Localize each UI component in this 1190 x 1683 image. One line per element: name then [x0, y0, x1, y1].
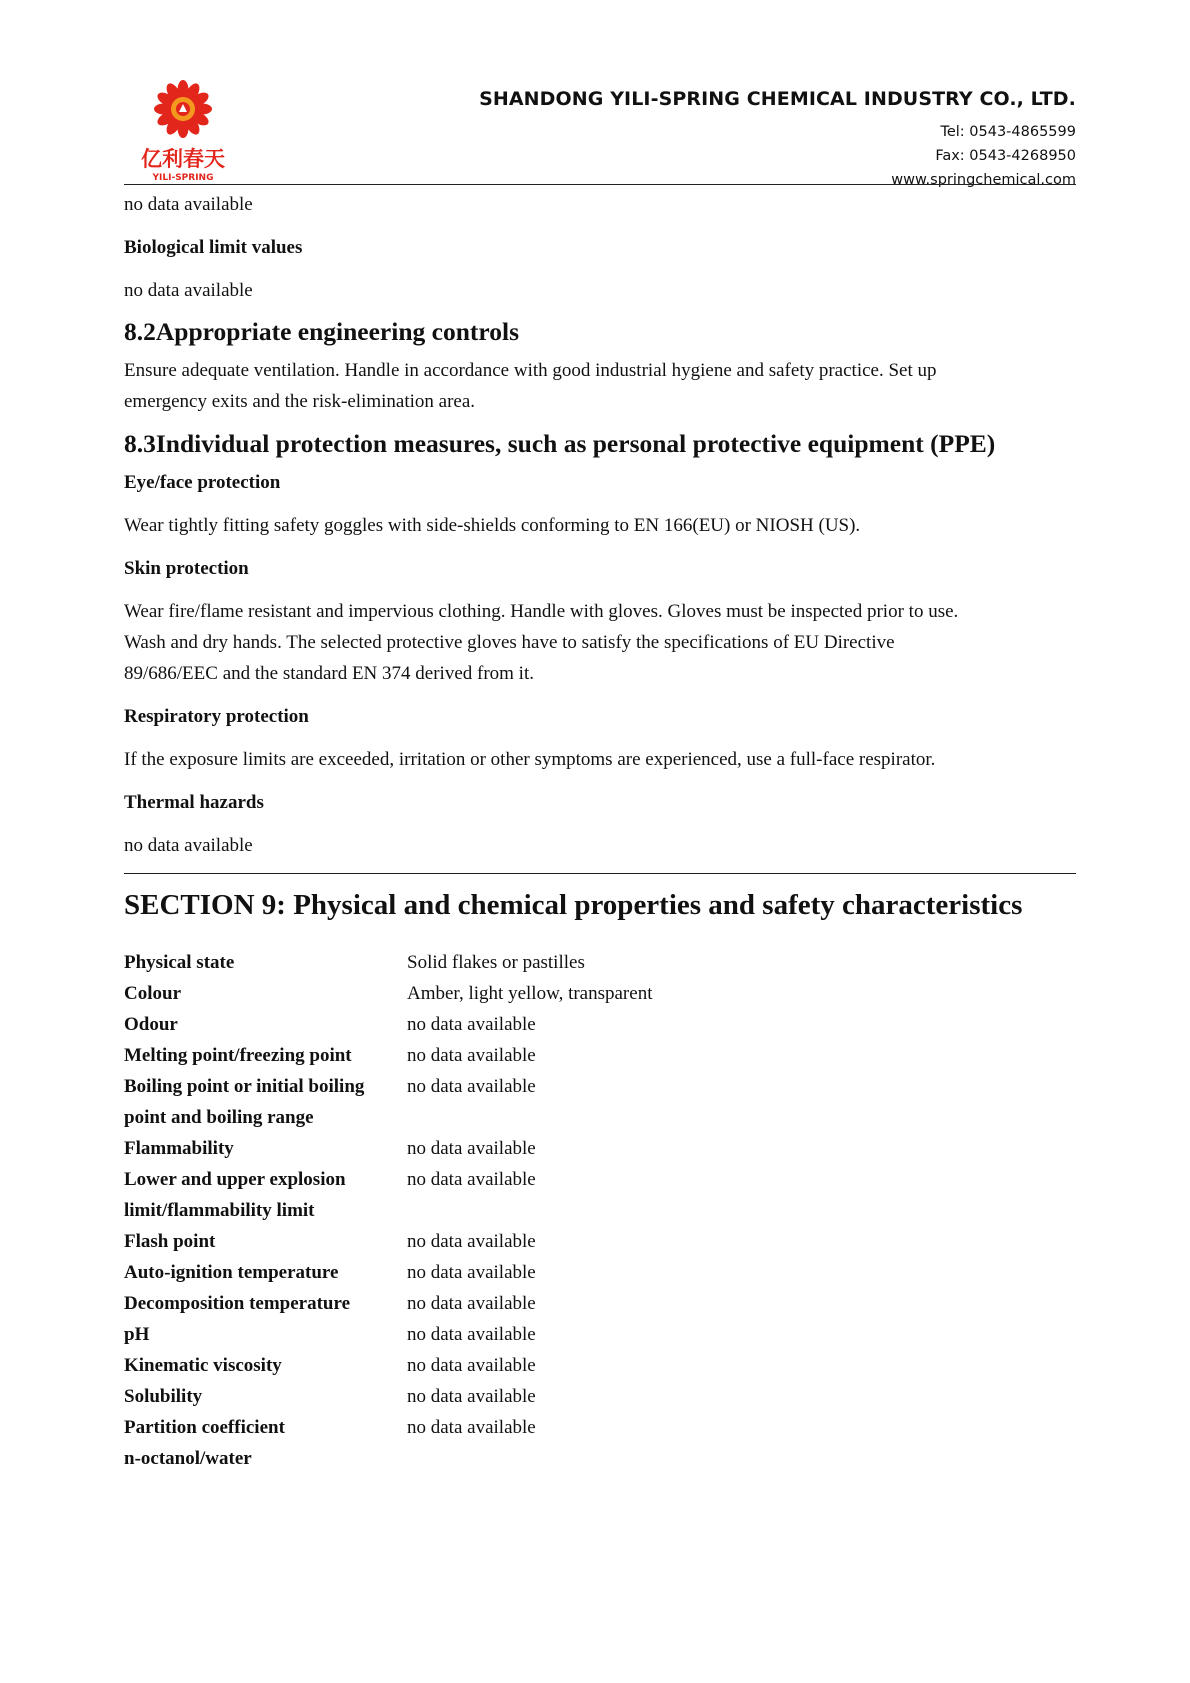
company-website: www.springchemical.com — [891, 172, 1076, 188]
property-name — [124, 978, 407, 1009]
property-name-line: n-octanol/water — [124, 1448, 252, 1469]
skin-protection-heading: Skin protection — [124, 558, 249, 579]
property-name-line: Melting point/freezing point — [124, 1045, 352, 1066]
property-name — [124, 947, 407, 978]
thermal-hazards-heading: Thermal hazards — [124, 792, 264, 813]
property-name — [124, 1257, 407, 1288]
thermal-hazards-text: no data available — [124, 835, 253, 856]
property-name-line: Auto-ignition temperature — [124, 1262, 339, 1283]
biological-limit-text: no data available — [124, 280, 253, 301]
section-9-heading: SECTION 9: Physical and chemical properties and safety characteristics — [124, 889, 1023, 921]
section-8-3-heading: 8.3Individual protection measures, such as personal protective equipment (PPE) — [124, 429, 996, 458]
engineering-controls-line-2: emergency exits and the risk-elimination area. — [124, 391, 476, 412]
property-name-line: pH — [124, 1324, 150, 1345]
property-name-line: Lower and upper explosion — [124, 1169, 346, 1190]
document-body — [124, 189, 1076, 1474]
logo-text-cn: 亿利春天 — [141, 147, 225, 171]
biological-limit-heading: Biological limit values — [124, 237, 303, 258]
property-row — [124, 947, 652, 978]
property-row — [124, 1350, 652, 1381]
company-logo — [133, 76, 233, 184]
property-name-line: point and boiling range — [124, 1107, 314, 1128]
property-row — [124, 1412, 652, 1474]
property-name-line: Solubility — [124, 1386, 203, 1407]
property-name-line: Flammability — [124, 1138, 234, 1159]
respiratory-protection-text: If the exposure limits are exceeded, irritation or other symptoms are experienced, use a full-face respirator. — [124, 749, 936, 770]
property-name — [124, 1040, 407, 1071]
property-value: Solid flakes or pastilles — [407, 952, 585, 973]
property-row — [124, 1288, 652, 1319]
property-name — [124, 1381, 407, 1412]
logo-text-en: YILI-SPRING — [152, 173, 214, 183]
intro-text: no data available — [124, 194, 253, 215]
property-value: no data available — [407, 1386, 536, 1407]
property-name — [124, 1071, 407, 1133]
skin-protection-line-3: 89/686/EEC and the standard EN 374 derived from it. — [124, 663, 534, 684]
skin-protection-line-1: Wear fire/flame resistant and impervious clothing. Handle with gloves. Gloves must be inspected prior to use. — [124, 601, 959, 622]
property-value: no data available — [407, 1355, 536, 1376]
sunflower-logo-icon — [133, 76, 233, 184]
header-divider — [124, 184, 1076, 185]
property-row — [124, 1226, 652, 1257]
company-name: SHANDONG YILI-SPRING CHEMICAL INDUSTRY CO., LTD. — [479, 88, 1076, 110]
property-row — [124, 1071, 652, 1133]
property-name — [124, 1133, 407, 1164]
property-value: no data available — [407, 1045, 536, 1066]
property-name-line: Colour — [124, 983, 181, 1004]
property-row — [124, 1319, 652, 1350]
property-value: no data available — [407, 1076, 536, 1097]
property-name — [124, 1164, 407, 1226]
property-name-line: Kinematic viscosity — [124, 1355, 282, 1376]
section-divider — [124, 873, 1076, 874]
property-value: no data available — [407, 1417, 536, 1438]
property-value: no data available — [407, 1262, 536, 1283]
property-name — [124, 1009, 407, 1040]
property-value: no data available — [407, 1231, 536, 1252]
property-name-line: Odour — [124, 1014, 178, 1035]
property-row — [124, 978, 652, 1009]
property-value: no data available — [407, 1293, 536, 1314]
engineering-controls-line-1: Ensure adequate ventilation. Handle in accordance with good industrial hygiene and safety practice. Set up — [124, 360, 937, 381]
company-tel: Tel: 0543-4865599 — [940, 124, 1076, 140]
skin-protection-line-2: Wash and dry hands. The selected protective gloves have to satisfy the specifications of EU Directive — [124, 632, 895, 653]
property-name — [124, 1226, 407, 1257]
property-row — [124, 1381, 652, 1412]
property-row — [124, 1040, 652, 1071]
property-row — [124, 1164, 652, 1226]
property-value: Amber, light yellow, transparent — [407, 983, 653, 1004]
property-name — [124, 1350, 407, 1381]
property-name — [124, 1412, 407, 1474]
eye-protection-heading: Eye/face protection — [124, 472, 281, 493]
property-row — [124, 1257, 652, 1288]
property-name-line: Boiling point or initial boiling — [124, 1076, 365, 1097]
property-name-line: Decomposition temperature — [124, 1293, 351, 1314]
property-name — [124, 1319, 407, 1350]
property-value: no data available — [407, 1014, 536, 1035]
property-name-line: Partition coefficient — [124, 1417, 285, 1438]
eye-protection-text: Wear tightly fitting safety goggles with side-shields conforming to EN 166(EU) or NIOSH (US). — [124, 515, 861, 536]
property-name-line: Flash point — [124, 1231, 216, 1252]
property-name-line: Physical state — [124, 952, 235, 973]
respiratory-protection-heading: Respiratory protection — [124, 706, 309, 727]
property-name-line: limit/flammability limit — [124, 1200, 315, 1221]
property-value: no data available — [407, 1324, 536, 1345]
company-fax: Fax: 0543-4268950 — [935, 148, 1076, 164]
property-name — [124, 1288, 407, 1319]
property-value: no data available — [407, 1138, 536, 1159]
property-row — [124, 1133, 652, 1164]
property-row — [124, 1009, 652, 1040]
property-value: no data available — [407, 1169, 536, 1190]
section-8-2-heading: 8.2Appropriate engineering controls — [124, 317, 520, 346]
company-info — [479, 88, 1076, 192]
properties-table — [124, 947, 652, 1474]
